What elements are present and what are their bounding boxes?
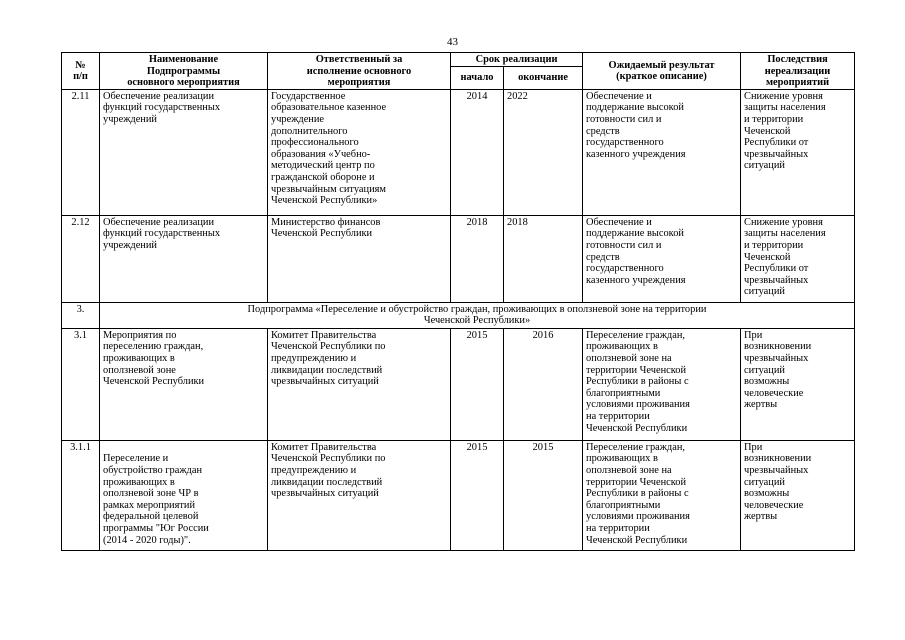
row-num: 2.12 <box>62 215 100 302</box>
row-end: 2016 <box>504 328 583 440</box>
section-title: Подпрограмма «Переселение и обустройство граждан, проживающих в оползневой зоне на территории Чеченской Республики» <box>100 302 855 328</box>
row-name: Мероприятия по переселению граждан, проживающих в оползневой зоне Чеченской Республики <box>100 328 268 440</box>
row-responsible: Государственное образовательное казенное учреждение дополнительного профессионального образования «Учебно- методический центр по гражданской обороне и чрезвычайным ситуациям Чеченской Республики» <box>268 89 451 215</box>
row-result: Обеспечение и поддержание высокой готовности сил и средств государственного казенного учреждения <box>583 89 741 215</box>
row-result: Переселение граждан, проживающих в оползневой зоне на территории Чеченской Республики в районы с благоприятными условиями проживания на территории Чеченской Республики <box>583 440 741 550</box>
row-start: 2018 <box>451 215 504 302</box>
row-num: 3.1.1 <box>62 440 100 550</box>
row-consequences: Снижение уровня защиты населения и территории Чеченской Республики от чрезвычайных ситуаций <box>741 215 855 302</box>
row-name: Обеспечение реализации функций государственных учреждений <box>100 215 268 302</box>
row-end: 2022 <box>504 89 583 215</box>
header-num: № п/п <box>62 53 100 90</box>
row-num: 3.1 <box>62 328 100 440</box>
row-name: Переселение и обустройство граждан проживающих в оползневой зоне ЧР в рамках мероприятий федеральной целевой программы "Юг России (2014 - 2020 годы)". <box>100 440 268 550</box>
table-row <box>62 440 855 550</box>
row-consequences: При возникновении чрезвычайных ситуаций возможны человеческие жертвы <box>741 440 855 550</box>
row-start: 2015 <box>451 440 504 550</box>
row-end: 2018 <box>504 215 583 302</box>
table-row <box>62 328 855 440</box>
row-result: Переселение граждан, проживающих в оползневой зоне на территории Чеченской Республики в районы с благоприятными условиями проживания на территории Чеченской Республики <box>583 328 741 440</box>
header-end: окончание <box>504 66 583 89</box>
row-responsible: Комитет Правительства Чеченской Республики по предупреждению и ликвидации последствий чрезвычайных ситуаций <box>268 440 451 550</box>
table-row <box>62 215 855 302</box>
row-end: 2015 <box>504 440 583 550</box>
page-number: 43 <box>447 36 458 48</box>
row-responsible: Министерство финансов Чеченской Республики <box>268 215 451 302</box>
row-consequences: Снижение уровня защиты населения и территории Чеченской Республики от чрезвычайных ситуаций <box>741 89 855 215</box>
row-consequences: При возникновении чрезвычайных ситуаций возможны человеческие жертвы <box>741 328 855 440</box>
header-name: Наименование Подпрограммы основного мероприятия <box>100 53 268 90</box>
header-term: Срок реализации <box>451 53 583 67</box>
row-start: 2015 <box>451 328 504 440</box>
row-start: 2014 <box>451 89 504 215</box>
program-activities-table <box>61 52 855 551</box>
header-result: Ожидаемый результат (краткое описание) <box>583 53 741 90</box>
table-row <box>62 89 855 215</box>
section-num: 3. <box>62 302 100 328</box>
row-result: Обеспечение и поддержание высокой готовности сил и средств государственного казенного учреждения <box>583 215 741 302</box>
row-name: Обеспечение реализации функций государственных учреждений <box>100 89 268 215</box>
section-row <box>62 302 855 328</box>
header-start: начало <box>451 66 504 89</box>
header-consequences: Последствия нереализации мероприятий <box>741 53 855 90</box>
row-responsible: Комитет Правительства Чеченской Республики по предупреждению и ликвидации последствий чрезвычайных ситуаций <box>268 328 451 440</box>
header-responsible: Ответственный за исполнение основного мероприятия <box>268 53 451 90</box>
row-num: 2.11 <box>62 89 100 215</box>
